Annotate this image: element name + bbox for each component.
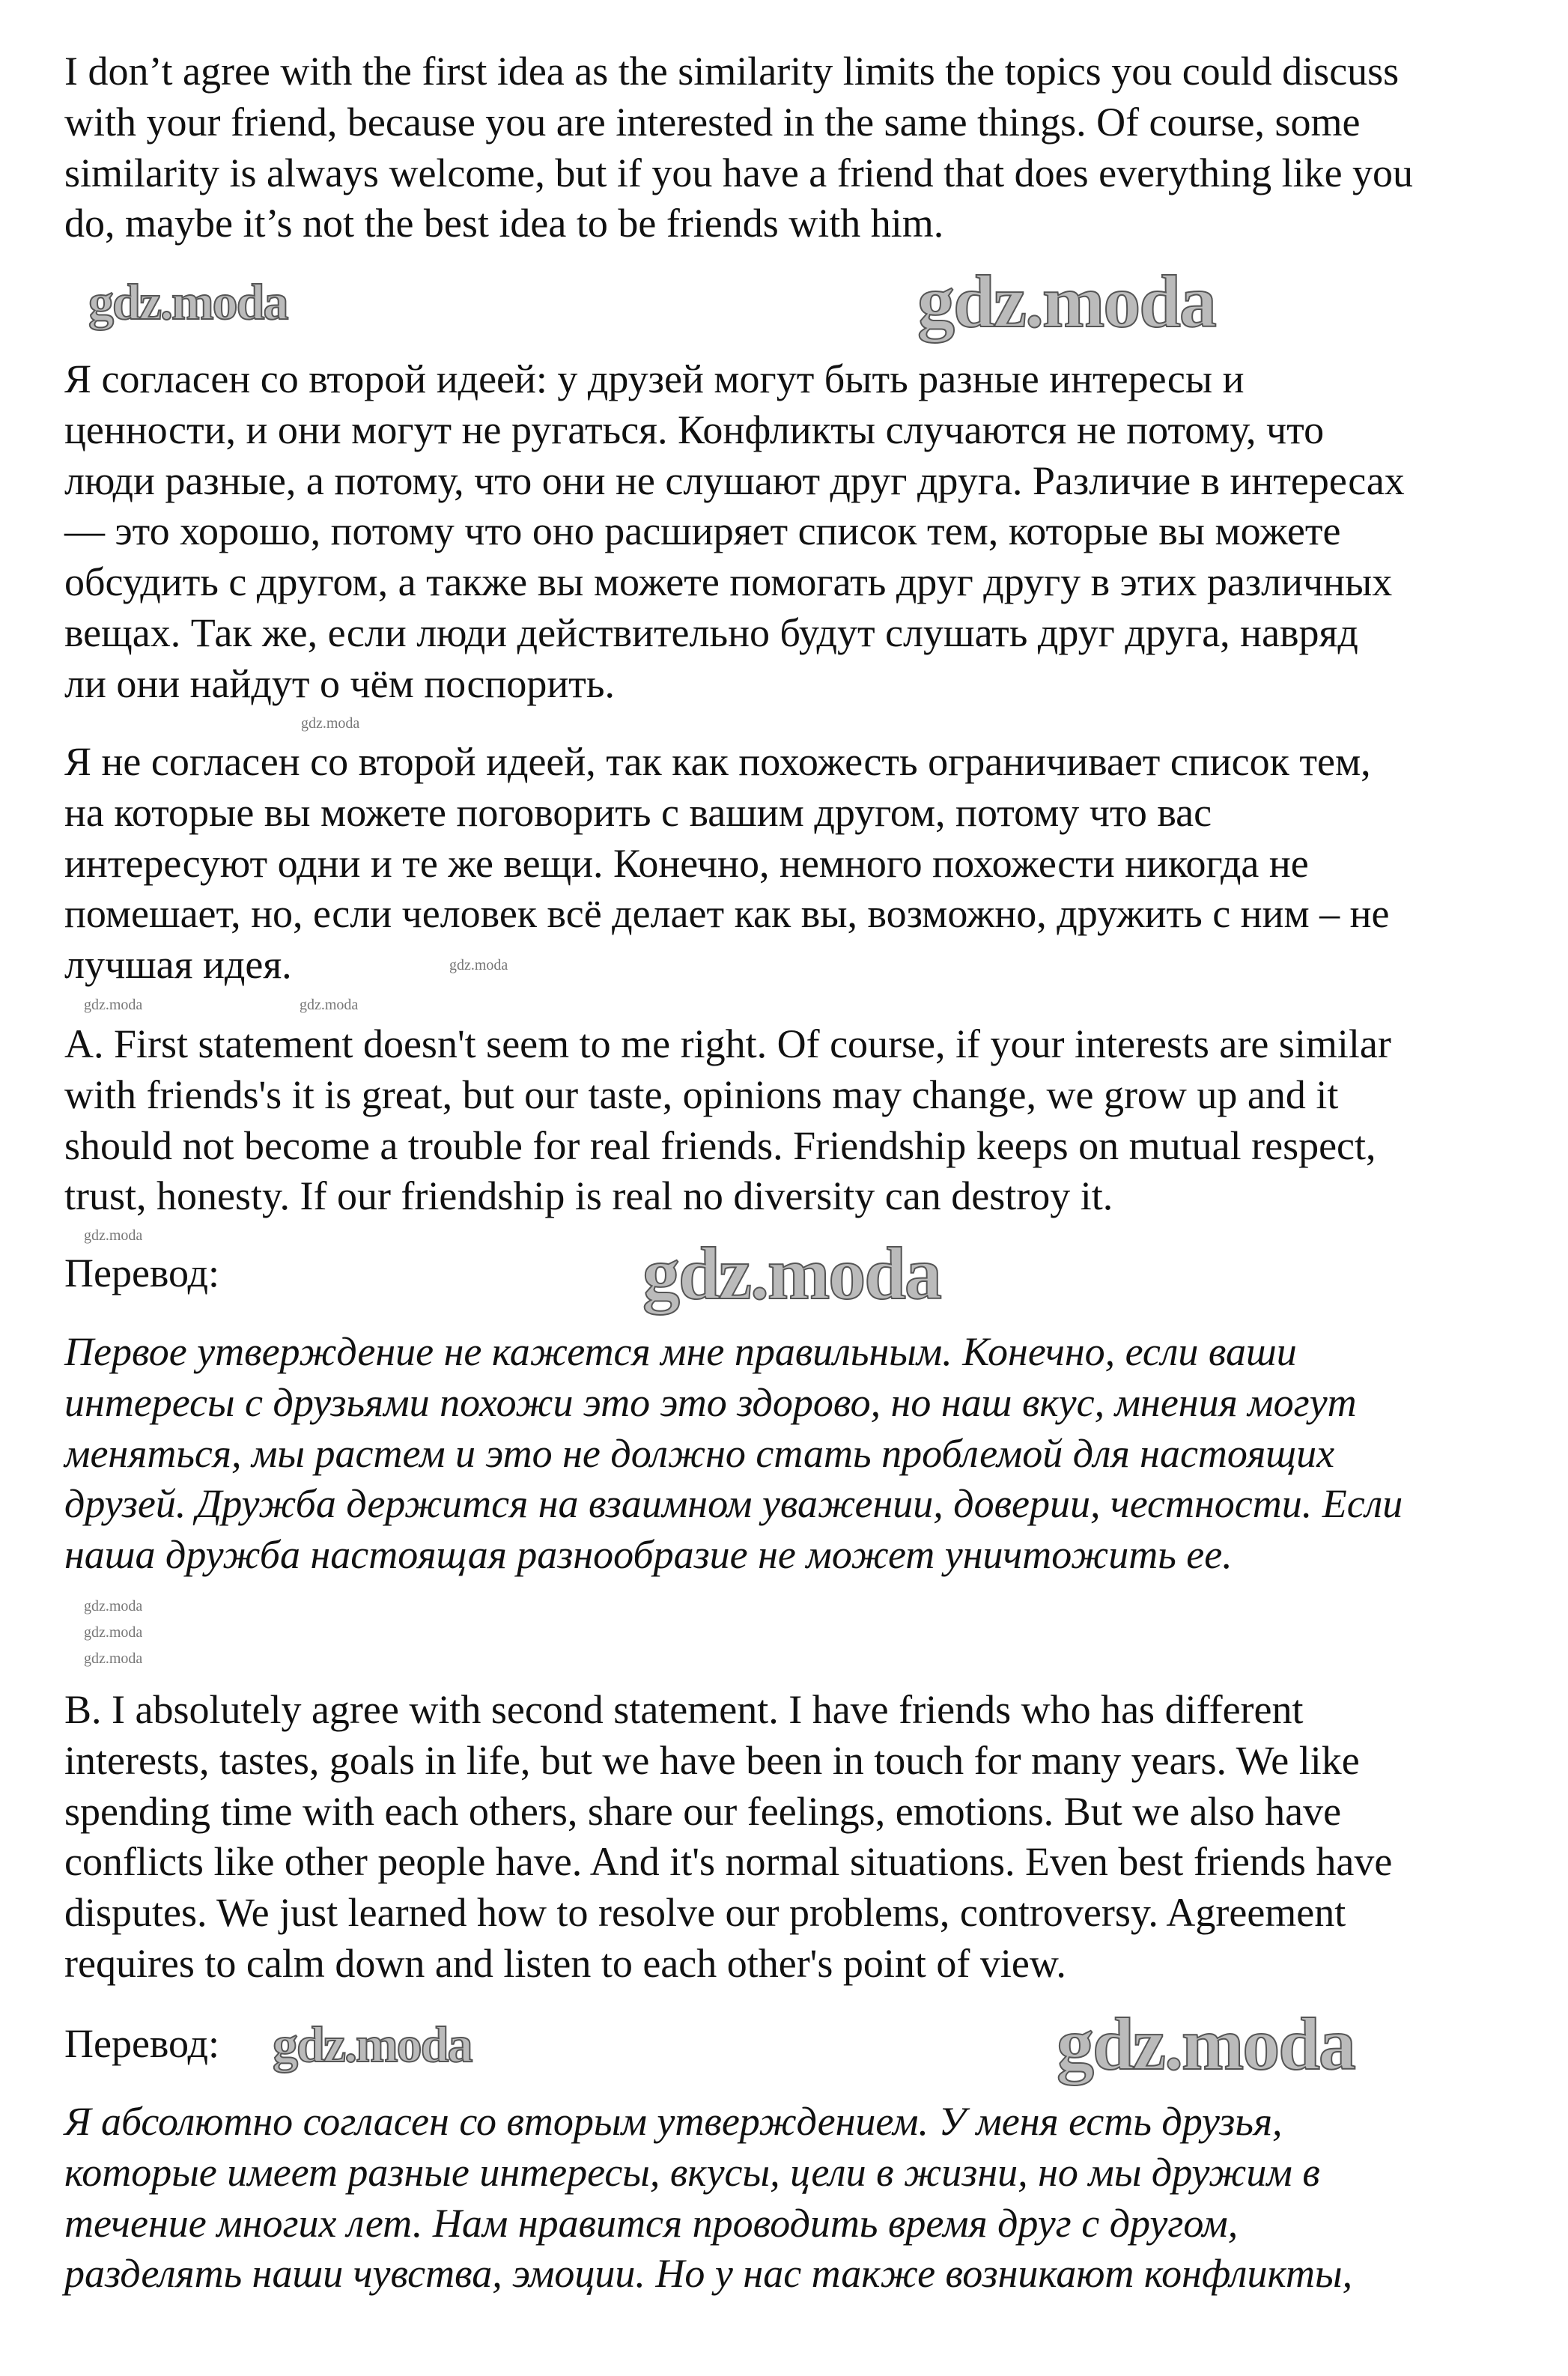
text-line: помешает, но, если человек всё делает как вы, возможно, дружить с ним – не — [64, 891, 1390, 937]
watermark-small: gdz.moda — [84, 997, 143, 1013]
text-line: обсудить с другом, а также вы можете помогать друг другу в этих различных — [64, 559, 1393, 605]
text-line: A. First statement doesn't seem to me right. Of course, if your interests are similar — [64, 1021, 1391, 1066]
text-line: интересуют одни и те же вещи. Конечно, немного похожести никогда не — [64, 840, 1309, 886]
watermark-logo: gdz.moda — [642, 1232, 941, 1315]
translation-label-2: Перевод: — [64, 2021, 219, 2066]
text-line: лучшая идея. — [64, 942, 292, 988]
text-line: — это хорошо, потому что оно расширяет список тем, которые вы можете — [64, 508, 1341, 554]
text-line: ли они найдут о чём поспорить. — [64, 660, 616, 706]
watermark-small: gdz.moda — [84, 1650, 143, 1667]
watermark-small: gdz.moda — [84, 1598, 143, 1614]
watermark-logo: gdz.moda — [88, 273, 288, 330]
watermark-small: gdz.moda — [84, 1227, 143, 1244]
text-line: течение многих лет. Нам нравится проводить время друг с другом, — [64, 2200, 1239, 2246]
text-line: I don’t agree with the first idea as the similarity limits the topics you could discuss — [64, 49, 1400, 94]
text-line: которые имеет разные интересы, вкусы, цели в жизни, но мы дружим в — [64, 2149, 1320, 2195]
paragraph-translation-a — [64, 1327, 1403, 1581]
text-line: интересы с друзьями похожи это это здорово, но наш вкус, мнения могут — [64, 1379, 1357, 1425]
paragraph-russian-1 — [64, 354, 1405, 710]
text-line: B. I absolutely agree with second statement. I have friends who has different — [64, 1687, 1304, 1732]
text-line: with your friend, because you are interested in the same things. Of course, some — [64, 99, 1361, 145]
text-line: conflicts like other people have. And it's normal situations. Even best friends have — [64, 1839, 1393, 1885]
text-line: do, maybe it’s not the best idea to be friends with him. — [64, 201, 944, 246]
paragraph-english-1 — [64, 46, 1413, 249]
text-line: ценности, и они могут не ругаться. Конфликты случаются не потому, что — [64, 407, 1325, 452]
text-line: similarity is always welcome, but if you have a friend that does everything like you — [64, 150, 1414, 195]
text-line: interests, tastes, goals in life, but we have been in touch for many years. We like — [64, 1737, 1360, 1783]
text-line: меняться, мы растем и это не должно стать проблемой для настоящих — [64, 1430, 1335, 1476]
translation-label-1: Перевод: — [64, 1251, 219, 1295]
watermark-logo: gdz.moda — [917, 260, 1215, 343]
text-line: Я не согласен со второй идеей, так как похожесть ограничивает список тем, — [64, 739, 1371, 784]
watermark-small: gdz.moda — [84, 1624, 143, 1641]
watermark-logo: gdz.moda — [1057, 2002, 1355, 2085]
text-line: друзей. Дружба держится на взаимном уважении, доверии, честности. Если — [64, 1481, 1403, 1527]
paragraph-russian-2 — [64, 737, 1390, 991]
paragraph-translation-b — [64, 2097, 1352, 2300]
text-line: trust, honesty. If our friendship is real no diversity can destroy it. — [64, 1173, 1113, 1219]
text-line: Я абсолютно согласен со вторым утверждением. У меня есть друзья, — [64, 2099, 1283, 2144]
text-line: with friends's it is great, but our taste, opinions may change, we grow up and it — [64, 1072, 1339, 1117]
watermark-small: gdz.moda — [300, 997, 359, 1013]
paragraph-answer-a — [64, 1019, 1391, 1222]
text-line: вещах. Так же, если люди действительно будут слушать друг друга, навряд — [64, 610, 1358, 655]
text-line: should not become a trouble for real friends. Friendship keeps on mutual respect, — [64, 1122, 1376, 1168]
text-line: Первое утверждение не кажется мне правильным. Конечно, если ваши — [64, 1329, 1297, 1374]
text-line: disputes. We just learned how to resolve our problems, controversy. Agreement — [64, 1890, 1346, 1936]
watermark-small: gdz.moda — [301, 715, 360, 732]
text-line: наша дружба настоящая разнообразие не может уничтожить ее. — [64, 1532, 1233, 1578]
watermark-small: gdz.moda — [449, 957, 508, 973]
text-line: Я согласен со второй идеей: у друзей могут быть разные интересы и — [64, 356, 1245, 401]
text-line: requires to calm down and listen to each other's point of view. — [64, 1940, 1066, 1986]
paragraph-answer-b — [64, 1685, 1392, 1990]
text-line: spending time with each others, share our feelings, emotions. But we also have — [64, 1788, 1342, 1834]
text-line: на которые вы можете поговорить с вашим другом, потому что вас — [64, 789, 1212, 835]
text-line: разделять наши чувства, эмоции. Но у нас также возникают конфликты, — [64, 2251, 1353, 2297]
watermark-logo: gdz.moda — [273, 2016, 472, 2073]
text-line: люди разные, а потому, что они не слушают друг друга. Различие в интересах — [64, 458, 1405, 503]
